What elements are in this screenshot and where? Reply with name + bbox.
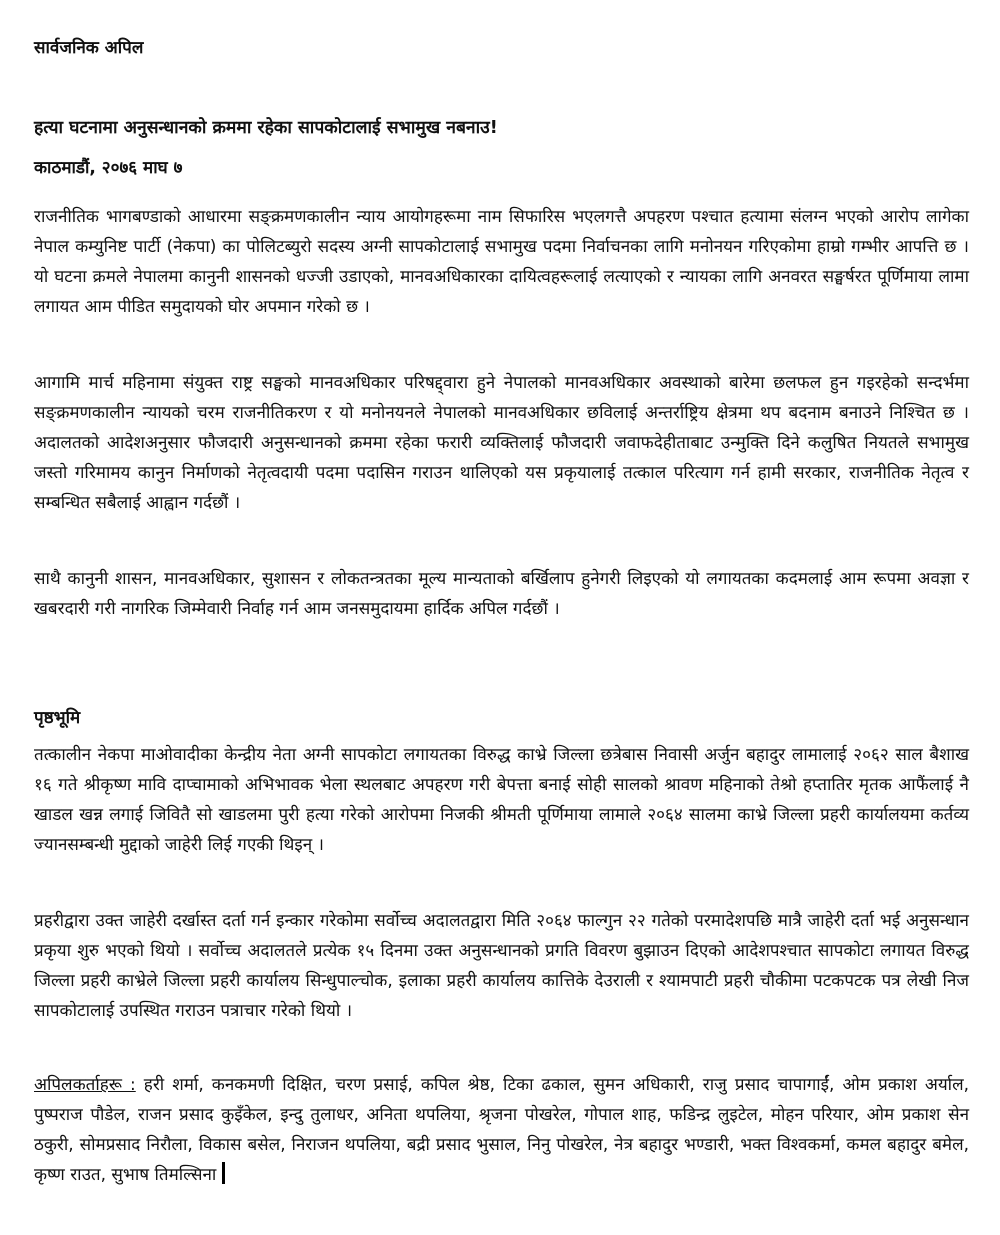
page-title: हत्या घटनामा अनुसन्धानको क्रममा रहेका सापकोटालाई सभामुख नबनाउ! [34, 118, 498, 138]
signatories-list: हरी शर्मा, कनकमणी दिक्षित, चरण प्रसाई, कपिल श्रेष्ठ, टिका ढकाल, सुमन अधिकारी, राजु प्रसाद चापागाईं, ओम प्रकाश अर्याल, पुष्पराज पौडेल, राजन प्रसाद कुइँकेल, इन्दु तुलाधर, अनिता थपलिया, श्रृजना पोखरेल, गोपाल शाह, फडिन्द्र लुइटेल, मोहन परियार, ओम प्रकाश सेन ठकुरी, सोमप्रसाद निरौला, विकास बसेल, निराजन थपलिया, बद्री प्रसाद भुसाल, निनु पोखरेल, नेत्र बहादुर भण्डारी, भक्त विश्वकर्मा, कमल बहादुर बमेल, कृष्ण राउत, सुभाष तिमल्सिना [34, 1075, 970, 1185]
signatories-paragraph [34, 1070, 969, 1190]
paragraph: साथै कानुनी शासन, मानवअधिकार, सुशासन र लोकतन्त्रतका मूल्य मान्यताको बर्खिलाप हुनेगरी लिइएको यो लगायतका कदमलाई आम रूपमा अवज्ञा र खबरदारी गरी नागरिक जिम्मेवारी निर्वाह गर्न आम जनसमुदायमा हार्दिक अपिल गर्दछौं । [34, 569, 969, 619]
background-paragraph: तत्कालीन नेकपा माओवादीका केन्द्रीय नेता अग्नी सापकोटा लगायतका विरुद्ध काभ्रे जिल्ला छत्रेबास निवासी अर्जुन बहादुर लामालाई २०६२ साल बैशाख १६ गते श्रीकृष्ण मावि दाप्चामाको अभिभावक भेला स्थलबाट अपहरण गरी बेपत्ता बनाई सोही सालको श्रावण महिनाको तेश्रो हप्तातिर मृतक आफैंलाई नै खाडल खन्न लगाई जिवितै सो खाडलमा पुरी हत्या गरेको आरोपमा निजकी श्रीमती पूर्णिमाया लामाले २०६४ सालमा काभ्रे जिल्ला प्रहरी कार्यालयमा कर्तव्य ज्यानसम्बन्धी मुद्दाको जाहेरी लिई गएकी थिइन् । [34, 745, 969, 855]
appeal-heading: सार्वजनिक अपिल [34, 38, 144, 58]
dateline: काठमाडौं, २०७६ माघ ७ [34, 158, 183, 178]
signatories-label: अपिलकर्ताहरू : [34, 1075, 136, 1095]
paragraph: आगामि मार्च महिनामा संयुक्त राष्ट्र सङ्घको मानवअधिकार परिषद्द्वारा हुने नेपालको मानवअधिकार अवस्थाको बारेमा छलफल हुन गइरहेको सन्दर्भमा सङ्क्रमणकालीन न्यायको चरम राजनीतिकरण र यो मनोनयनले नेपालको मानवअधिकार छविलाई अन्तर्राष्ट्रिय क्षेत्रमा थप बदनाम बनाउने निश्चित छ । अदालतको आदेशअनुसार फौजदारी अनुसन्धानको क्रममा रहेका फरारी व्यक्तिलाई फौजदारी जवाफदेहीताबाट उन्मुक्ति दिने कलुषित नियतले सभामुख जस्तो गरिमामय कानुन निर्माणको नेतृत्वदायी पदमा पदासिन गराउन थालिएको यस प्रकृयालाई तत्काल परित्याग गर्न हामी सरकार, राजनीतिक नेतृत्व र सम्बन्धित सबैलाई आह्वान गर्दछौं । [34, 373, 969, 513]
background-heading: पृष्ठभूमि [34, 708, 81, 728]
text-cursor [222, 1162, 225, 1184]
paragraph: राजनीतिक भागबण्डाको आधारमा सङ्क्रमणकालीन न्याय आयोगहरूमा नाम सिफारिस भएलगत्तै अपहरण पश्चात हत्यामा संलग्न भएको आरोप लागेका नेपाल कम्युनिष्ट पार्टी (नेकपा) का पोलिटब्युरो सदस्य अग्नी सापकोटालाई सभामुख पदमा निर्वाचनका लागि मनोनयन गरिएकोमा हाम्रो गम्भीर आपत्ति छ । यो घटना क्रमले नेपालमा कानुनी शासनको धज्जी उडाएको, मानवअधिकारका दायित्वहरूलाई लत्याएको र न्यायका लागि अनवरत सङ्घर्षरत पूर्णिमाया लामा लगायत आम पीडित समुदायको घोर अपमान गरेको छ । [34, 207, 969, 317]
background-paragraph: प्रहरीद्वारा उक्त जाहेरी दर्खास्त दर्ता गर्न इन्कार गरेकोमा सर्वोच्च अदालतद्वारा मिति २०६४ फाल्गुन २२ गतेको परमादेशपछि मात्रै जाहेरी दर्ता भई अनुसन्धान प्रकृया शुरु भएको थियो । सर्वोच्च अदालतले प्रत्येक १५ दिनमा उक्त अनुसन्धानको प्रगति विवरण बुझाउन दिएको आदेशपश्चात सापकोटा लगायत विरुद्ध जिल्ला प्रहरी काभ्रेले जिल्ला प्रहरी कार्यालय सिन्धुपाल्चोक, इलाका प्रहरी कार्यालय कात्तिके देउराली र श्यामपाटी प्रहरी चौकीमा पटकपटक पत्र लेखी निज सापकोटालाई उपस्थित गराउन पत्राचार गरेको थियो । [34, 911, 969, 1021]
